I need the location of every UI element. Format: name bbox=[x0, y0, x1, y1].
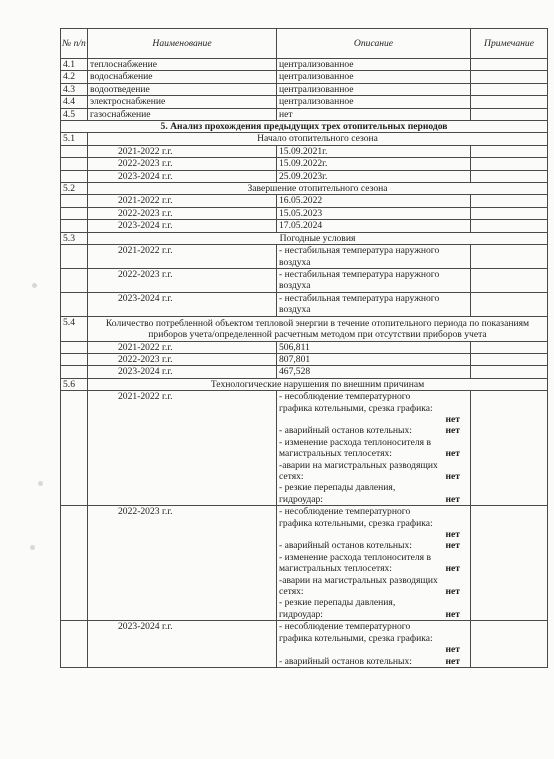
desc-line: - нестабильная температура наружного bbox=[279, 268, 440, 280]
incident-value: нет bbox=[445, 586, 460, 598]
row-year: 2021-2022 г.г. bbox=[88, 391, 277, 506]
incident-text: сетях: bbox=[279, 471, 304, 482]
subsection-title: Завершение отопительного сезона bbox=[88, 183, 548, 195]
subsection-row bbox=[61, 232, 548, 244]
subsection-title: Количество потребленной объектом тепловой энергии в течение отопительного периода по показаниям приборов учета/определенной расчетным методом при отсутствии приборов учета bbox=[88, 316, 548, 341]
row-value: 15.09.2021г. bbox=[277, 145, 471, 157]
row-num: 4.1 bbox=[61, 59, 88, 71]
row-value bbox=[277, 245, 471, 269]
incident-line bbox=[279, 656, 468, 667]
row-year: 2023-2024 г.г. bbox=[88, 621, 277, 668]
subsection-title: Технологические нарушения по внешним причинам bbox=[88, 378, 548, 390]
incident-line: - резкие перепады давления, bbox=[279, 482, 396, 494]
incident-line bbox=[279, 609, 468, 620]
incident-text: гидроудар: bbox=[279, 493, 323, 505]
incident-text: магистральных теплосетях: bbox=[279, 563, 392, 575]
desc-line: воздуха bbox=[279, 304, 311, 316]
table-row bbox=[61, 268, 548, 292]
row-value: 16.05.2022 bbox=[277, 195, 471, 207]
row-num: 4.2 bbox=[61, 71, 88, 83]
incident-line: графика котельными, срезка графика: bbox=[279, 402, 433, 414]
row-name: водоснабжение bbox=[88, 71, 277, 83]
header-desc: Описание bbox=[277, 29, 471, 59]
table-row bbox=[61, 366, 548, 378]
subsection-num: 5.4 bbox=[61, 316, 88, 341]
incident-value: нет bbox=[445, 471, 460, 482]
row-desc: централизованное bbox=[277, 83, 471, 95]
incident-line: графика котельными, срезка графика: bbox=[279, 517, 433, 529]
incident-line bbox=[279, 471, 468, 482]
header-num: № п/п bbox=[61, 29, 88, 59]
row-value bbox=[277, 268, 471, 292]
incident-line: графика котельными, срезка графика: bbox=[279, 632, 433, 644]
row-desc: нет bbox=[277, 108, 471, 120]
row-note bbox=[471, 71, 548, 83]
subsection-num: 5.2 bbox=[61, 183, 88, 195]
incident-line: - изменение расхода теплоносителя в bbox=[279, 551, 432, 563]
incident-line bbox=[279, 529, 468, 540]
table-row bbox=[61, 83, 548, 95]
row-desc: централизованное bbox=[277, 96, 471, 108]
table-row bbox=[61, 170, 548, 182]
subsection-title: Начало отопительного сезона bbox=[88, 133, 548, 145]
desc-line: воздуха bbox=[279, 256, 311, 268]
incident-value: нет bbox=[445, 563, 460, 575]
row-year: 2023-2024 г.г. bbox=[88, 170, 277, 182]
table-row bbox=[61, 59, 548, 71]
subsection-row bbox=[61, 378, 548, 390]
incident-line bbox=[279, 448, 468, 459]
subsection-num: 5.3 bbox=[61, 232, 88, 244]
row-year: 2022-2023 г.г. bbox=[88, 506, 277, 621]
incident-value: нет bbox=[445, 448, 460, 460]
section-5-title: 5. Анализ прохождения предыдущих трех отопительных периодов bbox=[61, 121, 548, 133]
incident-value: нет bbox=[445, 608, 460, 620]
incident-text: магистральных теплосетях: bbox=[279, 448, 392, 460]
row-note bbox=[471, 96, 548, 108]
table-row bbox=[61, 108, 548, 120]
table-row bbox=[61, 207, 548, 219]
desc-line: воздуха bbox=[279, 280, 311, 292]
row-name: теплоснабжение bbox=[88, 59, 277, 71]
table-row bbox=[61, 341, 548, 353]
header-note: Примечание bbox=[471, 29, 548, 59]
table-row bbox=[61, 621, 548, 668]
incident-text: гидроудар: bbox=[279, 608, 323, 620]
row-num: 4.3 bbox=[61, 83, 88, 95]
row-year: 2023-2024 г.г. bbox=[88, 366, 277, 378]
row-num: 4.5 bbox=[61, 108, 88, 120]
desc-line: - нестабильная температура наружного bbox=[279, 292, 440, 304]
row-num: 4.4 bbox=[61, 96, 88, 108]
row-year: 2021-2022 г.г. bbox=[88, 341, 277, 353]
incident-line bbox=[279, 425, 468, 436]
header-name: Наименование bbox=[88, 29, 277, 59]
row-year: 2023-2024 г.г. bbox=[88, 292, 277, 316]
incident-value: нет bbox=[445, 644, 460, 656]
incident-line bbox=[279, 494, 468, 505]
row-name: газоснабжение bbox=[88, 108, 277, 120]
subsection-num: 5.6 bbox=[61, 378, 88, 390]
incident-line bbox=[279, 540, 468, 551]
row-year: 2022-2023 г.г. bbox=[88, 268, 277, 292]
incident-value: нет bbox=[445, 425, 460, 437]
incident-line: - несоблюдение температурного bbox=[279, 391, 411, 403]
incident-line: -аварии на магистральных разводящих bbox=[279, 459, 438, 471]
row-year: 2022-2023 г.г. bbox=[88, 158, 277, 170]
row-year: 2022-2023 г.г. bbox=[88, 353, 277, 365]
subsection-row bbox=[61, 133, 548, 145]
incident-line: - резкие перепады давления, bbox=[279, 597, 396, 609]
desc-line: - нестабильная температура наружного bbox=[279, 245, 440, 257]
row-value bbox=[277, 292, 471, 316]
table-row bbox=[61, 145, 548, 157]
row-year: 2021-2022 г.г. bbox=[88, 245, 277, 269]
table-row bbox=[61, 96, 548, 108]
row-year: 2021-2022 г.г. bbox=[88, 195, 277, 207]
row-note bbox=[471, 59, 548, 71]
row-desc: централизованное bbox=[277, 71, 471, 83]
data-table bbox=[60, 28, 548, 668]
row-value: 15.05.2023 bbox=[277, 207, 471, 219]
row-value: 807,801 bbox=[277, 353, 471, 365]
table-row bbox=[61, 220, 548, 232]
incident-line bbox=[279, 586, 468, 597]
incident-value: нет bbox=[445, 413, 460, 425]
row-value: 506,811 bbox=[277, 341, 471, 353]
table-row bbox=[61, 391, 548, 506]
incident-text: - аварийный останов котельных: bbox=[279, 540, 412, 552]
row-year: 2022-2023 г.г. bbox=[88, 207, 277, 219]
row-note bbox=[471, 83, 548, 95]
incident-value: нет bbox=[445, 493, 460, 505]
incident-value: нет bbox=[445, 655, 460, 667]
subsection-num: 5.1 bbox=[61, 133, 88, 145]
incident-value: нет bbox=[445, 529, 460, 541]
table-row bbox=[61, 506, 548, 621]
incident-line: -аварии на магистральных разводящих bbox=[279, 574, 438, 586]
row-year: 2023-2024 г.г. bbox=[88, 220, 277, 232]
subsection-title: Погодные условия bbox=[88, 232, 548, 244]
table-row bbox=[61, 353, 548, 365]
incident-value: нет bbox=[445, 540, 460, 552]
incident-text: - аварийный останов котельных: bbox=[279, 425, 412, 437]
row-name: электроснабжение bbox=[88, 96, 277, 108]
table-row bbox=[61, 158, 548, 170]
incident-text: - аварийный останов котельных: bbox=[279, 655, 412, 667]
incident-line bbox=[279, 644, 468, 655]
table-row bbox=[61, 292, 548, 316]
row-note bbox=[471, 108, 548, 120]
table-row bbox=[61, 245, 548, 269]
incident-line: - изменение расхода теплоносителя в bbox=[279, 436, 432, 448]
table-row bbox=[61, 195, 548, 207]
section-row bbox=[61, 121, 548, 133]
row-year: 2021-2022 г.г. bbox=[88, 145, 277, 157]
row-name: водоотведение bbox=[88, 83, 277, 95]
incident-list bbox=[277, 621, 471, 668]
row-value: 15.09.2022г. bbox=[277, 158, 471, 170]
row-value: 25.09.2023г. bbox=[277, 170, 471, 182]
subsection-row bbox=[61, 183, 548, 195]
row-value: 17.05.2024 bbox=[277, 220, 471, 232]
table-row bbox=[61, 71, 548, 83]
incident-line: - несоблюдение температурного bbox=[279, 621, 411, 633]
incident-line: - несоблюдение температурного bbox=[279, 506, 411, 518]
row-desc: централизованное bbox=[277, 59, 471, 71]
incident-line bbox=[279, 414, 468, 425]
incident-line bbox=[279, 563, 468, 574]
incident-list bbox=[277, 506, 471, 621]
row-value: 467,528 bbox=[277, 366, 471, 378]
subsection-row bbox=[61, 316, 548, 341]
incident-list bbox=[277, 391, 471, 506]
table-header-row bbox=[61, 29, 548, 59]
incident-text: сетях: bbox=[279, 586, 304, 598]
